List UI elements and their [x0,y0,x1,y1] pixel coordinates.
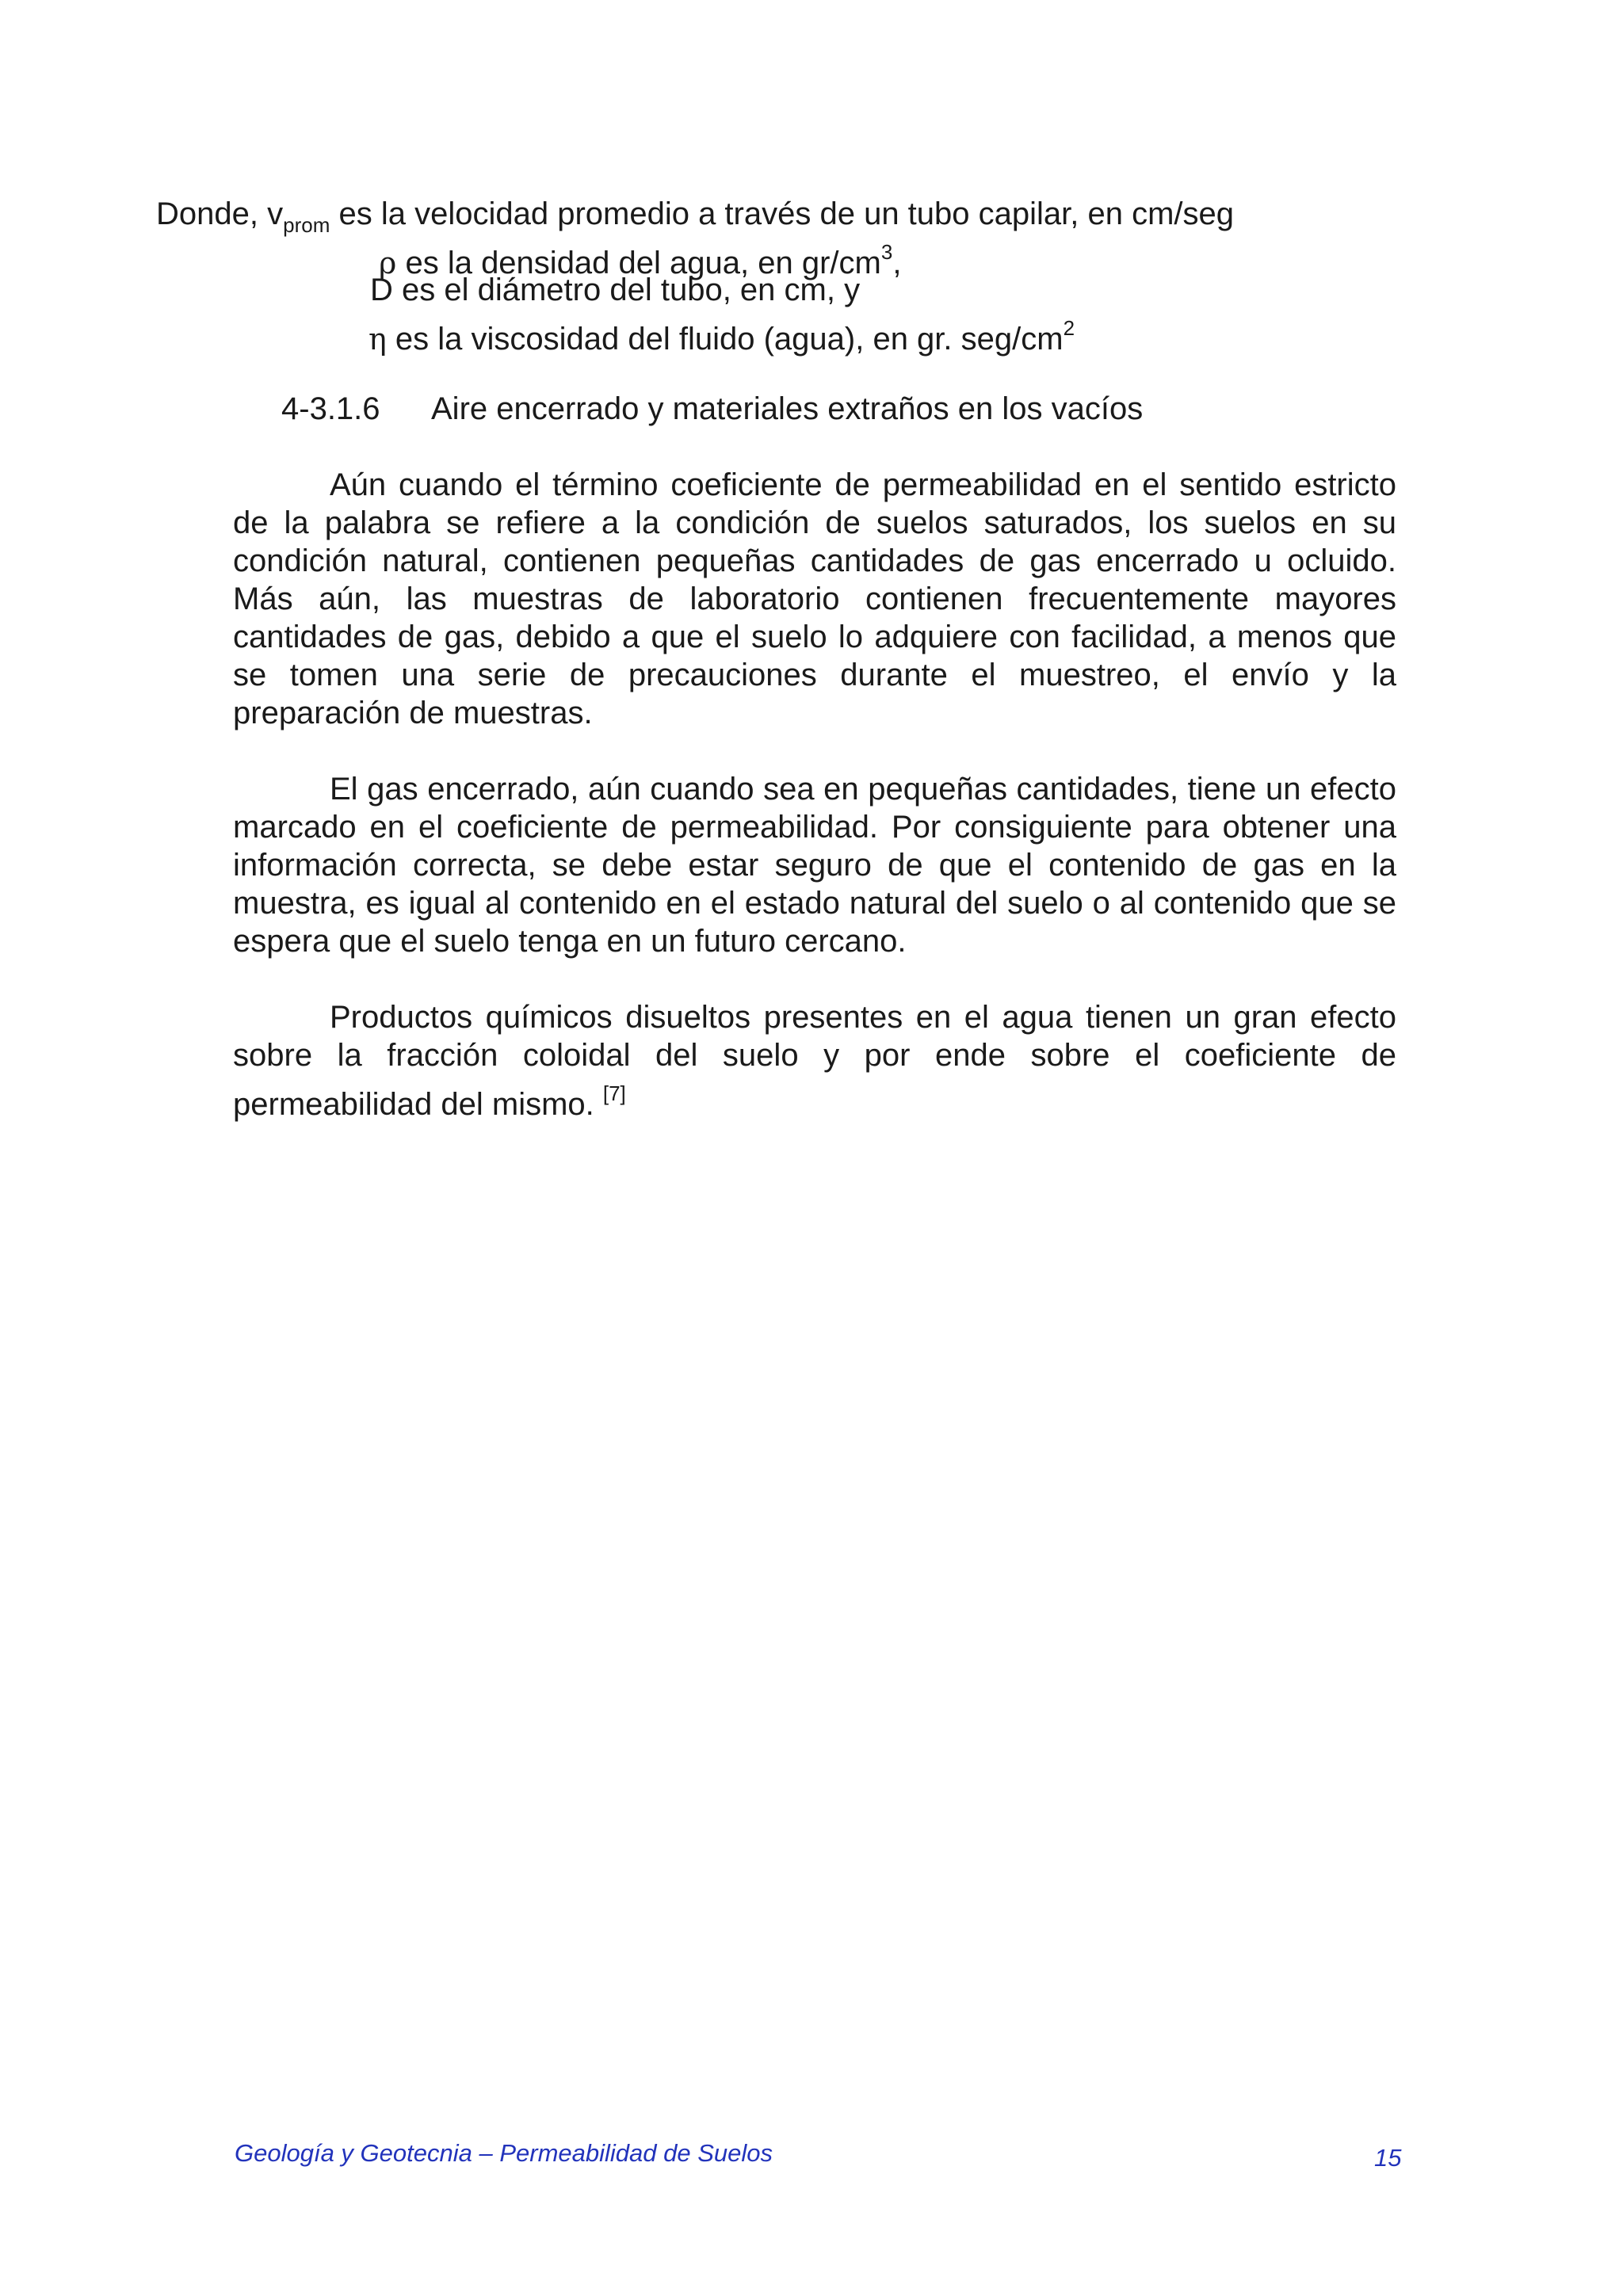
density-superscript: 3 [880,240,893,264]
paragraph-2-text: El gas encerrado, aún cuando sea en pequeñas cantidades, tiene un efecto marcado en el coeficiente de permeabilidad. Por consiguiente para obtener una información correcta, se debe estar seguro de que el contenido de gas en la muestra, es igual al contenido en el estado natural del suelo o al contenido que se espera que el suelo tenga en un futuro cercano. [233,772,1396,959]
definition-velocity-text: es la velocidad promedio a través de un tubo capilar, en cm/seg [330,196,1235,231]
paragraph-2 [233,770,1396,960]
definition-intro: Donde, v [156,196,284,231]
definition-viscosity [369,309,1075,358]
velocity-subscript: prom [283,213,330,237]
definition-diameter [370,271,860,309]
footer-page-number: 15 [1374,2144,1402,2172]
section-number: 4-3.1.6 [281,391,380,426]
paragraph-1-text: Aún cuando el término coeficiente de permeabilidad en el sentido estricto de la palabra se refiere a la condición de suelos saturados, los suelos en su condición natural, contienen pequeñas cantidades de gas encerrado u ocluido. Más aún, las muestras de laboratorio contienen frecuentemente mayores cantidades de gas, debido a que el suelo lo adquiere con facilidad, a menos que se tomen una serie de precauciones durante el muestreo, el envío y la preparación de muestras. [233,467,1396,730]
definition-density-tail: , [892,246,902,280]
definition-diameter-text: D es el diámetro del tubo, en cm, y [370,273,861,307]
paragraph-3 [233,998,1396,1123]
citation-reference: [7] [602,1081,626,1105]
paragraph-3-text [233,998,1396,1123]
definition-viscosity-text: es la viscosidad del fluido (agua), en gr. seg/cm [386,322,1064,357]
paragraph-1 [233,466,1396,732]
footer-title: Geología y Geotecnia – Permeabilidad de Suelos [235,2139,773,2167]
definition-density-text: es la densidad del agua, en gr/cm [396,246,881,280]
eta-symbol: η [369,322,387,357]
rho-symbol: ρ [379,246,397,280]
paragraph-3-body: Productos químicos disueltos presentes en el agua tienen un gran efecto sobre la fracción coloidal del suelo y por ende sobre el coeficiente de permeabilidad del mismo. [233,1000,1396,1122]
section-title: Aire encerrado y materiales extraños en los vacíos [431,391,1144,426]
viscosity-superscript: 2 [1063,316,1075,340]
